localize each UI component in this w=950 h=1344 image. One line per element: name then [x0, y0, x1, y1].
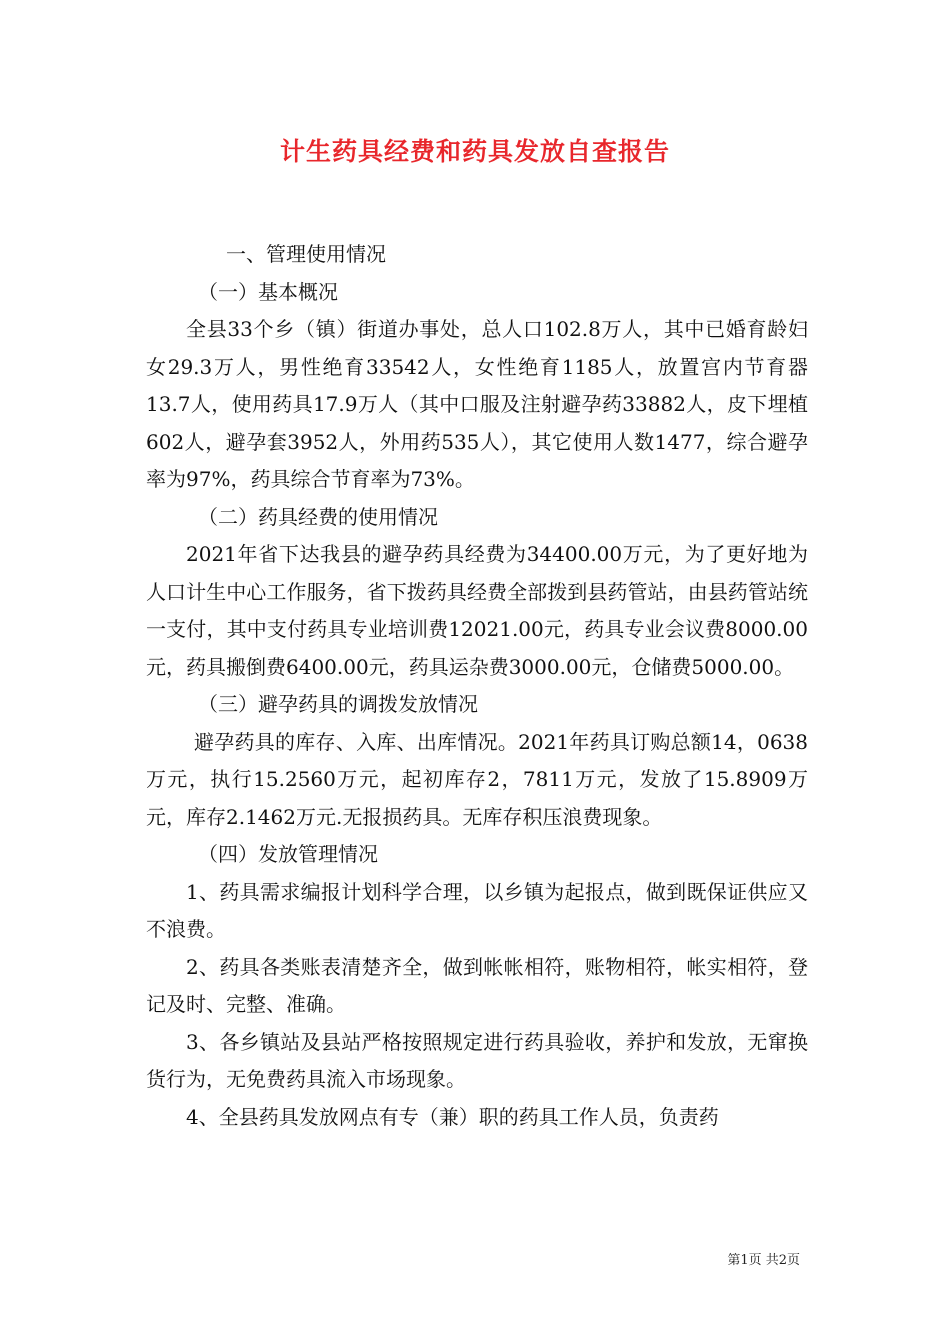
paragraph-distribution: 避孕药具的库存、入库、出库情况。2021年药具订购总额14，0638万元，执行15.2560万元，起初库存2，7811万元，发放了15.8909万元，库存2.1462万元.无报损药具。无库存积压浪费现象。	[146, 729, 808, 829]
list-item-management-2: 2、药具各类账表清楚齐全，做到帐帐相符，账物相符，帐实相符，登记及时、完整、准确。	[146, 954, 808, 1016]
paragraph-funding: 2021年省下达我县的避孕药具经费为34400.00万元，为了更好地为人口计生中心工作服务，省下拨药具经费全部拨到县药管站，由县药管站统一支付，其中支付药具专业培训费12021.00元，药具专业会议费8000.00元，药具搬倒费6400.00元，药具运杂费3000.00元，仓储费5000.00。	[146, 542, 808, 679]
list-item-management-3: 3、各乡镇站及县站严格按照规定进行药具验收，养护和发放，无窜换货行为，无免费药具流入市场现象。	[146, 1029, 808, 1091]
document-body	[146, 236, 808, 1136]
page-number-footer: 第1页 共2页	[727, 1253, 800, 1268]
document-title: 计生药具经费和药具发放自查报告	[279, 137, 670, 166]
list-item-management-4: 4、全县药具发放网点有专（兼）职的药具工作人员，负责药	[186, 1104, 719, 1129]
list-item-management-1: 1、药具需求编报计划科学合理，以乡镇为起报点，做到既保证供应又不浪费。	[146, 879, 808, 941]
subsection-heading-basic: （一）基本概况	[198, 279, 338, 304]
subsection-heading-distribution: （三）避孕药具的调拨发放情况	[198, 692, 478, 716]
subsection-heading-funding: （二）药具经费的使用情况	[198, 504, 438, 529]
section-heading-1: 一、管理使用情况	[226, 242, 386, 266]
paragraph-basic-overview: 全县33个乡（镇）街道办事处，总人口102.8万人，其中已婚育龄妇女29.3万人，男性绝育33542人，女性绝育1185人，放置宫内节育器13.7人，使用药具17.9万人（其中口服及注射避孕药33882人，皮下埋植602人，避孕套3952人，外用药535人），其它使用人数1477，综合避孕率为97%，药具综合节育率为73%。	[146, 317, 808, 491]
subsection-heading-management: （四）发放管理情况	[198, 842, 378, 866]
